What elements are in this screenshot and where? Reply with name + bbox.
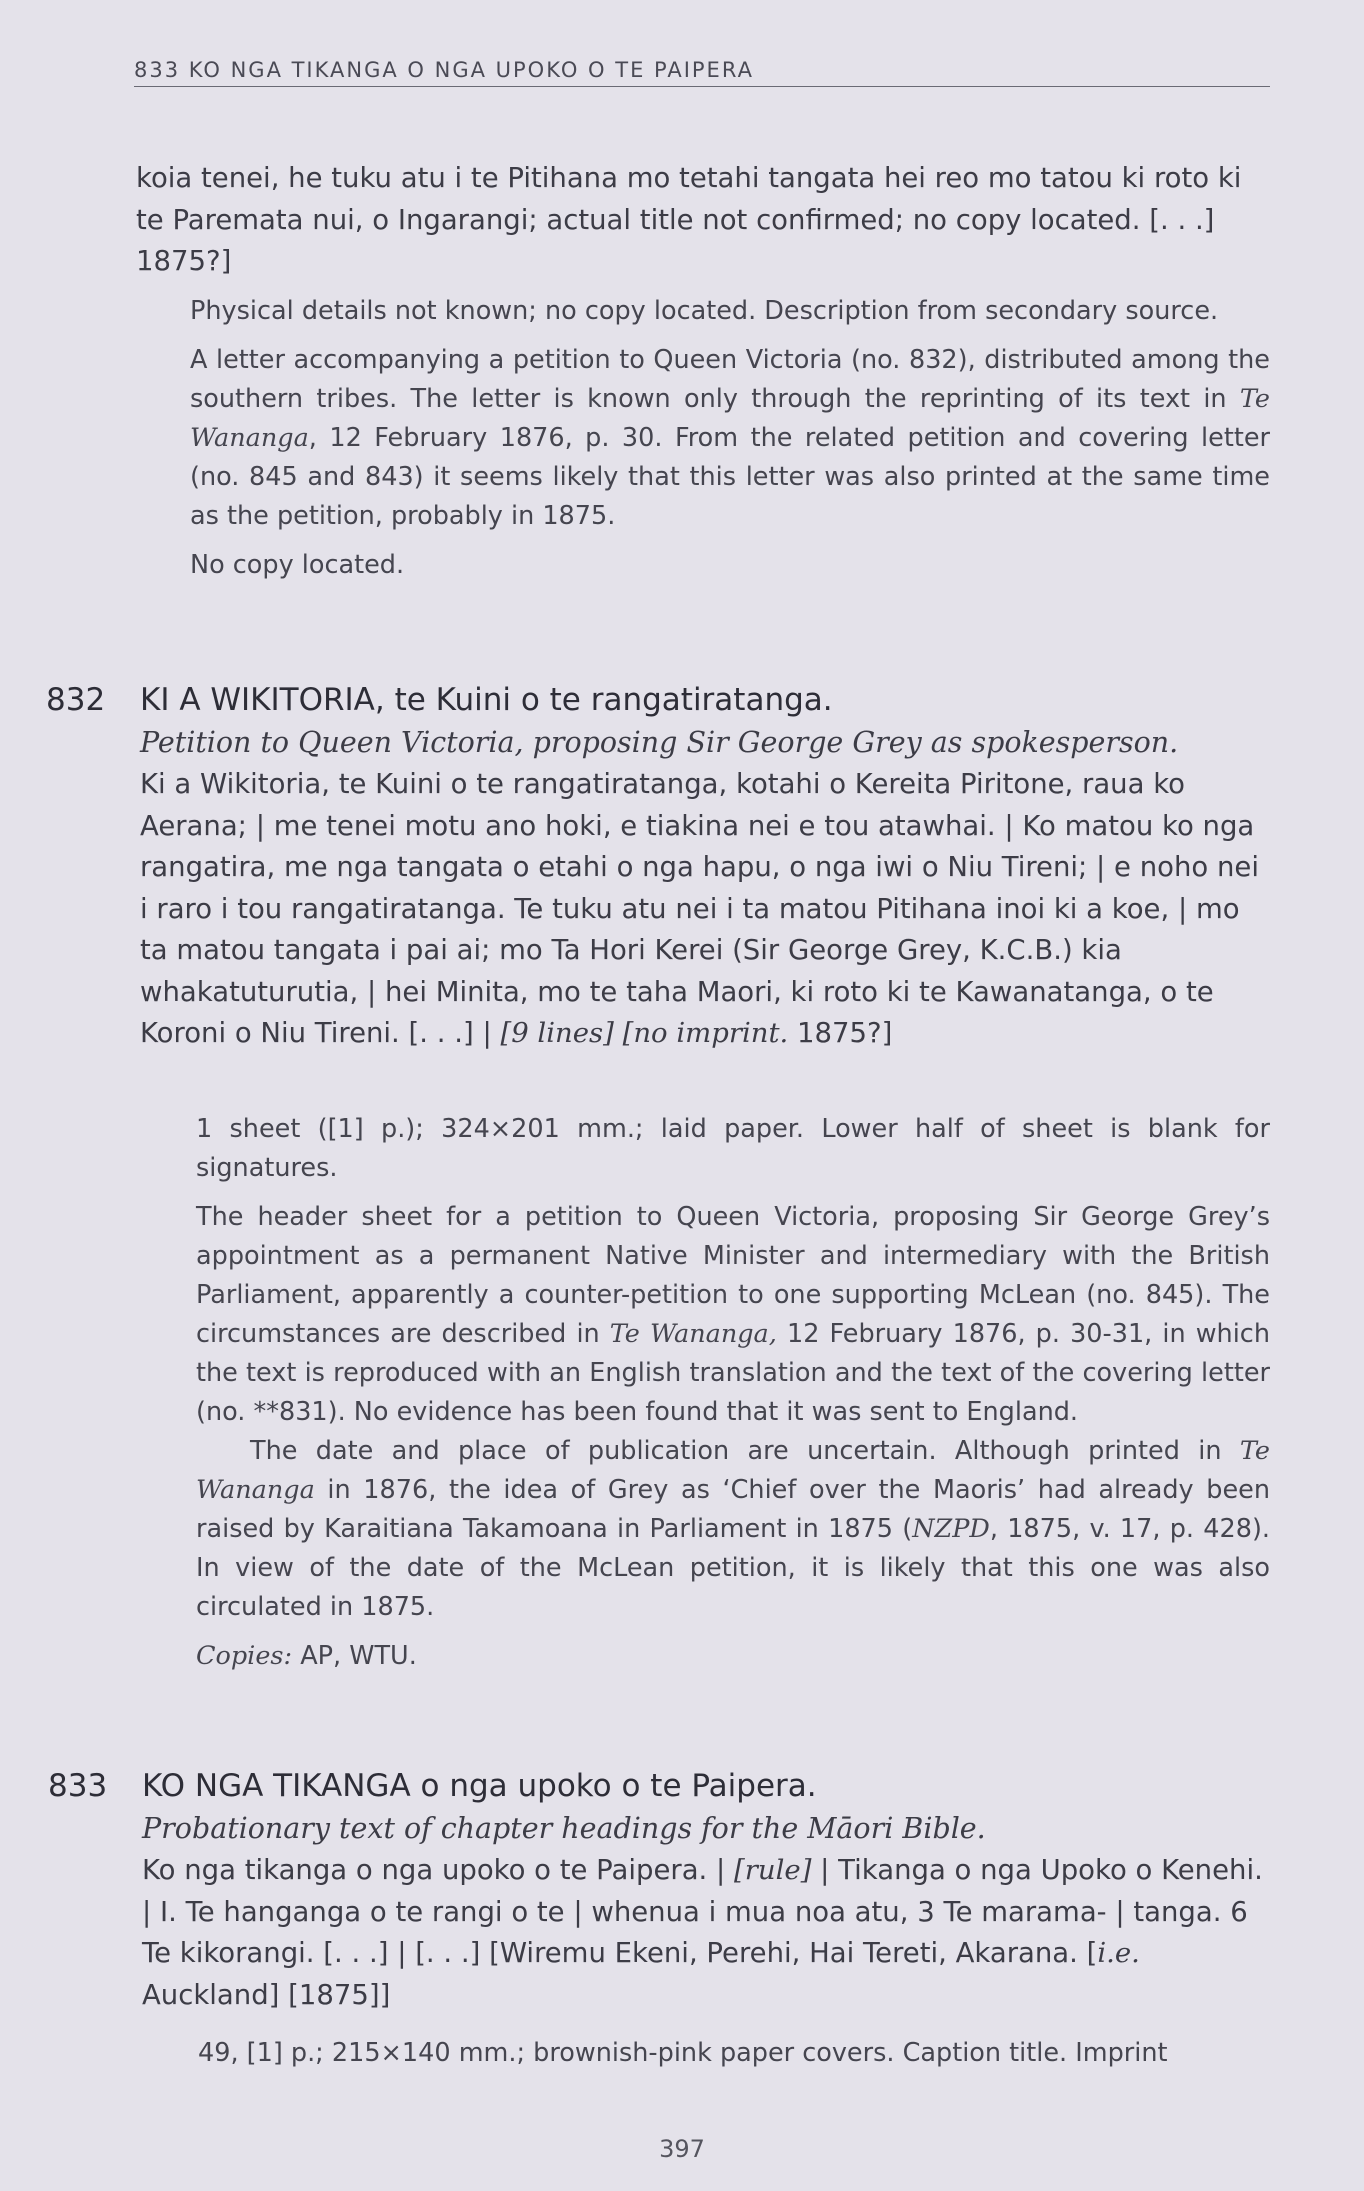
entry-832-subtitle: Petition to Queen Victoria, proposing Sir George Grey as spokesperson.: [140, 726, 1179, 759]
entry-832-transcription: Ki a Wikitoria, te Kuini o te rangatiratanga, kotahi o Kereita Piritone, raua ko Aerana; | me tenei motu ano hoki, e tiakina nei e tou atawhai. | Ko matou ko nga rangatira, me nga tangata o etahi o nga hapu, o nga iwi o Niu Tireni; | e noho nei i raro i tou rangatiratanga. Te tuku atu nei i ta matou Pitihana inoi ki a koe, | mo ta matou tangata i pai ai; mo Ta Hori Kerei (Sir George Grey, K.C.B.) kia whakatuturutia, | hei Minita, mo te taha Maori, ki roto ki te Kawanatanga, o te Koroni o Niu Tireni. [. . .] | [9 lines] [no imprint. 1875?]: [140, 768, 1259, 1049]
entry-number-832: 832: [46, 682, 106, 718]
entry-833-transcription: Ko nga tikanga o nga upoko o te Paipera. | [rule] | Tikanga o nga Upoko o Kenehi. | I. Te hanganga o te rangi o te | whenua i mua noa atu, 3 Te marama- | tanga. 6 Te kikorangi. [. . .] | [. . .] [Wiremu Ekeni, Perehi, Hai Tereti, Akarana. [i.e. Auckland] [1875]]: [142, 1854, 1263, 2011]
prev-note: A letter accompanying a petition to Queen Victoria (no. 832), distributed among the southern tribes. The letter is known only through the reprinting of its text in Te Wananga, 12 February 1876, p. 30. From the related petition and covering letter (no. 845 and 843) it seems likely that this letter was also printed at the same time as the petition, probably in 1875.: [190, 345, 1270, 531]
prev-copies: No copy located.: [190, 550, 405, 580]
entry-832-notes: [196, 1110, 1270, 1686]
prev-entry-text: koia tenei, he tuku atu i te Pitihana mo tetahi tangata hei reo mo tatou ki roto ki te Paremata nui, o Ingarangi; actual title not confirmed; no copy located. [. . .] 1875?]: [136, 162, 1242, 277]
entry-832-physical-description: 1 sheet ([1] p.); 324×201 mm.; laid paper. Lower half of sheet is blank for signatures.: [196, 1114, 1270, 1183]
entry-832-note-1: The header sheet for a petition to Queen Victoria, proposing Sir George Grey’s appointment as a permanent Native Minister and intermediary with the British Parliament, apparently a counter-petition to one supporting McLean (no. 845). The circumstances are described in Te Wananga, 12 February 1876, p. 30-31, in which the text is reproduced with an English translation and the text of the covering letter (no. **831). No evidence has been found that it was sent to England.: [196, 1202, 1270, 1427]
entry-833-notes: [198, 2034, 1274, 2083]
entry-833: [142, 1764, 1274, 2016]
prev-entry-notes: [190, 292, 1270, 595]
running-head: 833 KO NGA TIKANGA O NGA UPOKO O TE PAIPERA: [134, 58, 1270, 87]
entry-832-note-2: The date and place of publication are uncertain. Although printed in Te Wananga in 1876, the idea of Grey as ‘Chief over the Maoris’ had already been raised by Karaitiana Takamoana in Parliament in 1875 (NZPD, 1875, v. 17, p. 428). In view of the date of the McLean petition, it is likely that this one was also circulated in 1875.: [196, 1436, 1271, 1622]
prev-physical-description: Physical details not known; no copy located. Description from secondary source.: [190, 296, 1219, 326]
entry-833-physical-description: 49, [1] p.; 215×140 mm.; brownish-pink paper covers. Caption title. Imprint: [198, 2038, 1168, 2068]
entry-833-title: KO NGA TIKANGA o nga upoko o te Paipera.: [142, 1768, 817, 1804]
entry-832-title: KI A WIKITORIA, te Kuini o te rangatiratanga.: [140, 682, 833, 718]
entry-832-copies: Copies: AP, WTU.: [196, 1641, 417, 1671]
page-number: 397: [659, 2135, 705, 2163]
entry-833-subtitle: Probationary text of chapter headings for the Māori Bible.: [142, 1812, 986, 1845]
entry-832: [140, 678, 1274, 1055]
entry-number-833: 833: [48, 1768, 108, 1804]
